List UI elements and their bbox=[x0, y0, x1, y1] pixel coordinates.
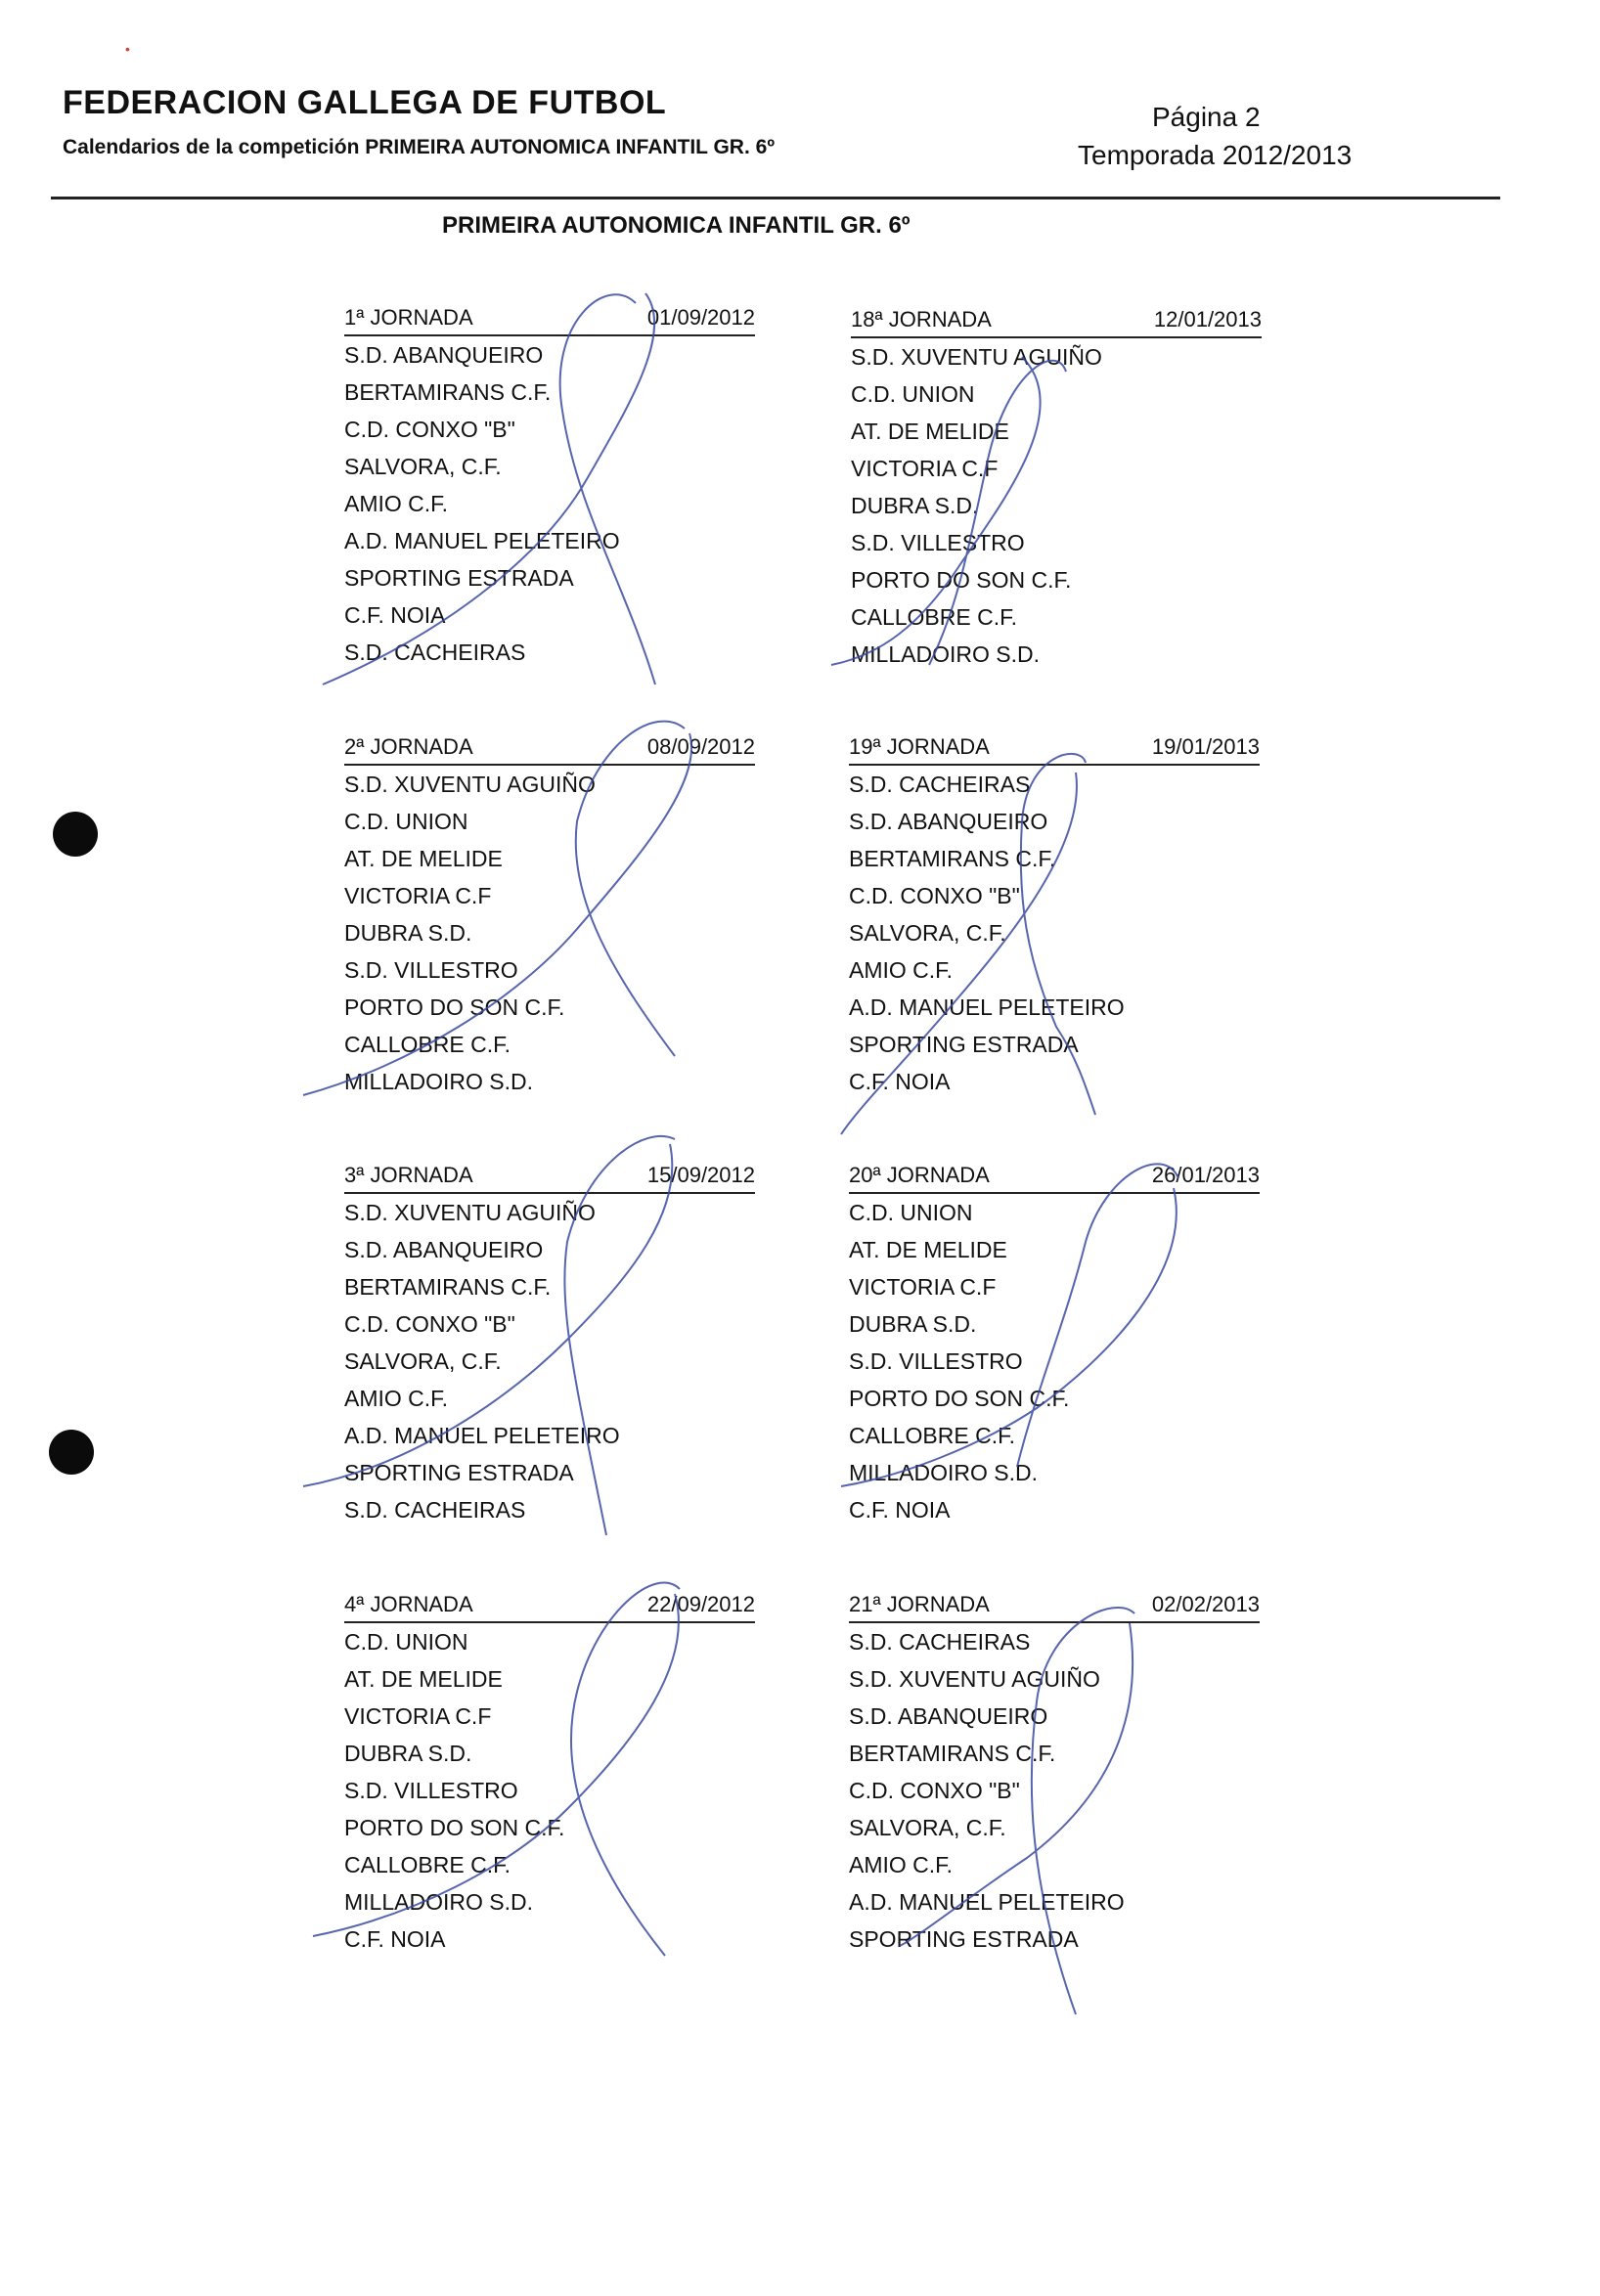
team-name: SALVORA, C.F. bbox=[849, 1815, 1006, 1840]
team-name: SPORTING ESTRADA bbox=[849, 1032, 1079, 1057]
team-name: CALLOBRE C.F. bbox=[344, 1852, 511, 1877]
team-name: AT. DE MELIDE bbox=[849, 1237, 1007, 1262]
team-list bbox=[849, 1194, 1260, 1528]
page-number: Página 2 bbox=[1152, 102, 1261, 132]
round-header bbox=[849, 1157, 1260, 1194]
team-name: C.D. UNION bbox=[849, 1200, 973, 1225]
round-block bbox=[849, 1157, 1260, 1528]
team-name: SALVORA, C.F. bbox=[344, 1348, 502, 1374]
season-label: Temporada 2012/2013 bbox=[1078, 140, 1353, 170]
round-label: 21ª JORNADA bbox=[849, 1592, 990, 1616]
round-date: 01/09/2012 bbox=[646, 305, 755, 330]
team-name: S.D. VILLESTRO bbox=[344, 1778, 518, 1803]
team-name: DUBRA S.D. bbox=[849, 1311, 977, 1337]
round-label: 20ª JORNADA bbox=[849, 1163, 990, 1187]
team-name: AMIO C.F. bbox=[344, 491, 449, 516]
team-name: A.D. MANUEL PELETEIRO bbox=[344, 1423, 620, 1448]
team-name: A.D. MANUEL PELETEIRO bbox=[849, 994, 1125, 1020]
team-name: S.D. XUVENTU AGUIÑO bbox=[344, 772, 596, 797]
team-name: PORTO DO SON C.F. bbox=[344, 1815, 565, 1840]
team-name: C.D. UNION bbox=[344, 1629, 468, 1655]
round-label: 18ª JORNADA bbox=[851, 307, 992, 331]
team-name: AMIO C.F. bbox=[344, 1386, 449, 1411]
round-block bbox=[344, 299, 755, 671]
team-name: DUBRA S.D. bbox=[344, 920, 472, 946]
team-name: MILLADOIRO S.D. bbox=[851, 641, 1040, 667]
team-list bbox=[849, 766, 1260, 1100]
team-name: C.D. CONXO "B" bbox=[344, 417, 515, 442]
team-name: AT. DE MELIDE bbox=[344, 846, 503, 871]
team-name: AT. DE MELIDE bbox=[344, 1666, 503, 1692]
round-date: 26/01/2013 bbox=[1151, 1163, 1260, 1187]
team-name: C.F. NOIA bbox=[849, 1497, 951, 1523]
team-name: DUBRA S.D. bbox=[344, 1741, 472, 1766]
team-name: MILLADOIRO S.D. bbox=[344, 1889, 533, 1915]
team-name: S.D. VILLESTRO bbox=[851, 530, 1025, 555]
round-header bbox=[344, 299, 755, 336]
round-header bbox=[344, 729, 755, 766]
punch-hole bbox=[53, 812, 98, 857]
team-name: S.D. XUVENTU AGUIÑO bbox=[344, 1200, 596, 1225]
team-name: CALLOBRE C.F. bbox=[851, 604, 1017, 630]
round-header bbox=[344, 1157, 755, 1194]
calendar-subtitle: Calendarios de la competición PRIMEIRA AUTONOMICA INFANTIL GR. 6º bbox=[63, 136, 775, 158]
round-label: 4ª JORNADA bbox=[344, 1592, 473, 1616]
team-name: S.D. CACHEIRAS bbox=[849, 1629, 1031, 1655]
team-name: CALLOBRE C.F. bbox=[849, 1423, 1015, 1448]
team-name: A.D. MANUEL PELETEIRO bbox=[849, 1889, 1125, 1915]
team-name: MILLADOIRO S.D. bbox=[849, 1460, 1038, 1485]
team-name: C.D. CONXO "B" bbox=[849, 1778, 1020, 1803]
round-block bbox=[344, 1586, 755, 1958]
federation-title: FEDERACION GALLEGA DE FUTBOL bbox=[63, 84, 667, 121]
team-name: C.D. UNION bbox=[851, 381, 975, 407]
team-name: S.D. XUVENTU AGUIÑO bbox=[851, 344, 1102, 370]
team-name: AMIO C.F. bbox=[849, 957, 954, 983]
team-name: VICTORIA C.F bbox=[849, 1274, 997, 1300]
round-block bbox=[344, 729, 755, 1100]
team-name: BERTAMIRANS C.F. bbox=[344, 379, 552, 405]
round-header bbox=[849, 1586, 1260, 1623]
team-name: VICTORIA C.F bbox=[344, 883, 492, 908]
team-name: BERTAMIRANS C.F. bbox=[849, 1741, 1056, 1766]
team-name: SPORTING ESTRADA bbox=[344, 1460, 574, 1485]
round-label: 2ª JORNADA bbox=[344, 734, 473, 759]
round-block bbox=[851, 301, 1262, 673]
team-name: S.D. ABANQUEIRO bbox=[849, 1703, 1048, 1729]
round-header bbox=[849, 729, 1260, 766]
team-name: SALVORA, C.F. bbox=[849, 920, 1006, 946]
round-block bbox=[849, 729, 1260, 1100]
round-date: 15/09/2012 bbox=[646, 1163, 755, 1187]
team-list bbox=[851, 338, 1262, 673]
round-date: 12/01/2013 bbox=[1153, 307, 1262, 331]
round-header bbox=[851, 301, 1262, 338]
team-name: PORTO DO SON C.F. bbox=[849, 1386, 1070, 1411]
team-name: SALVORA, C.F. bbox=[344, 454, 502, 479]
team-name: A.D. MANUEL PELETEIRO bbox=[344, 528, 620, 553]
punch-hole bbox=[49, 1430, 94, 1475]
header-rule bbox=[51, 197, 1500, 199]
team-name: AMIO C.F. bbox=[849, 1852, 954, 1877]
round-date: 02/02/2013 bbox=[1151, 1592, 1260, 1616]
team-list bbox=[344, 1194, 755, 1528]
team-name: AT. DE MELIDE bbox=[851, 419, 1009, 444]
round-date: 19/01/2013 bbox=[1151, 734, 1260, 759]
round-label: 3ª JORNADA bbox=[344, 1163, 473, 1187]
team-name: MILLADOIRO S.D. bbox=[344, 1069, 533, 1094]
team-name: DUBRA S.D. bbox=[851, 493, 979, 518]
team-name: C.F. NOIA bbox=[344, 1926, 446, 1952]
team-name: SPORTING ESTRADA bbox=[344, 565, 574, 591]
team-name: C.F. NOIA bbox=[344, 602, 446, 628]
team-name: S.D. VILLESTRO bbox=[344, 957, 518, 983]
round-block bbox=[849, 1586, 1260, 1958]
team-name: BERTAMIRANS C.F. bbox=[849, 846, 1056, 871]
team-name: CALLOBRE C.F. bbox=[344, 1032, 511, 1057]
round-date: 08/09/2012 bbox=[646, 734, 755, 759]
team-name: VICTORIA C.F bbox=[344, 1703, 492, 1729]
round-header bbox=[344, 1586, 755, 1623]
team-name: C.F. NOIA bbox=[849, 1069, 951, 1094]
team-name: C.D. UNION bbox=[344, 809, 468, 834]
team-name: PORTO DO SON C.F. bbox=[344, 994, 565, 1020]
team-name: S.D. CACHEIRAS bbox=[849, 772, 1031, 797]
round-label: 1ª JORNADA bbox=[344, 305, 473, 330]
team-name: S.D. ABANQUEIRO bbox=[344, 342, 544, 368]
team-list bbox=[344, 766, 755, 1100]
team-name: S.D. CACHEIRAS bbox=[344, 640, 526, 665]
team-name: S.D. CACHEIRAS bbox=[344, 1497, 526, 1523]
team-name: S.D. VILLESTRO bbox=[849, 1348, 1023, 1374]
round-block bbox=[344, 1157, 755, 1528]
team-name: C.D. CONXO "B" bbox=[344, 1311, 515, 1337]
team-name: S.D. XUVENTU AGUIÑO bbox=[849, 1666, 1100, 1692]
team-list bbox=[849, 1623, 1260, 1958]
team-name: VICTORIA C.F bbox=[851, 456, 999, 481]
team-name: BERTAMIRANS C.F. bbox=[344, 1274, 552, 1300]
team-name: S.D. ABANQUEIRO bbox=[849, 809, 1048, 834]
team-name: C.D. CONXO "B" bbox=[849, 883, 1020, 908]
team-list bbox=[344, 1623, 755, 1958]
team-name: SPORTING ESTRADA bbox=[849, 1926, 1079, 1952]
team-list bbox=[344, 336, 755, 671]
stray-mark: • bbox=[125, 41, 130, 57]
round-label: 19ª JORNADA bbox=[849, 734, 990, 759]
competition-title: PRIMEIRA AUTONOMICA INFANTIL GR. 6º bbox=[442, 212, 911, 239]
round-date: 22/09/2012 bbox=[646, 1592, 755, 1616]
team-name: S.D. ABANQUEIRO bbox=[344, 1237, 544, 1262]
team-name: PORTO DO SON C.F. bbox=[851, 567, 1072, 593]
